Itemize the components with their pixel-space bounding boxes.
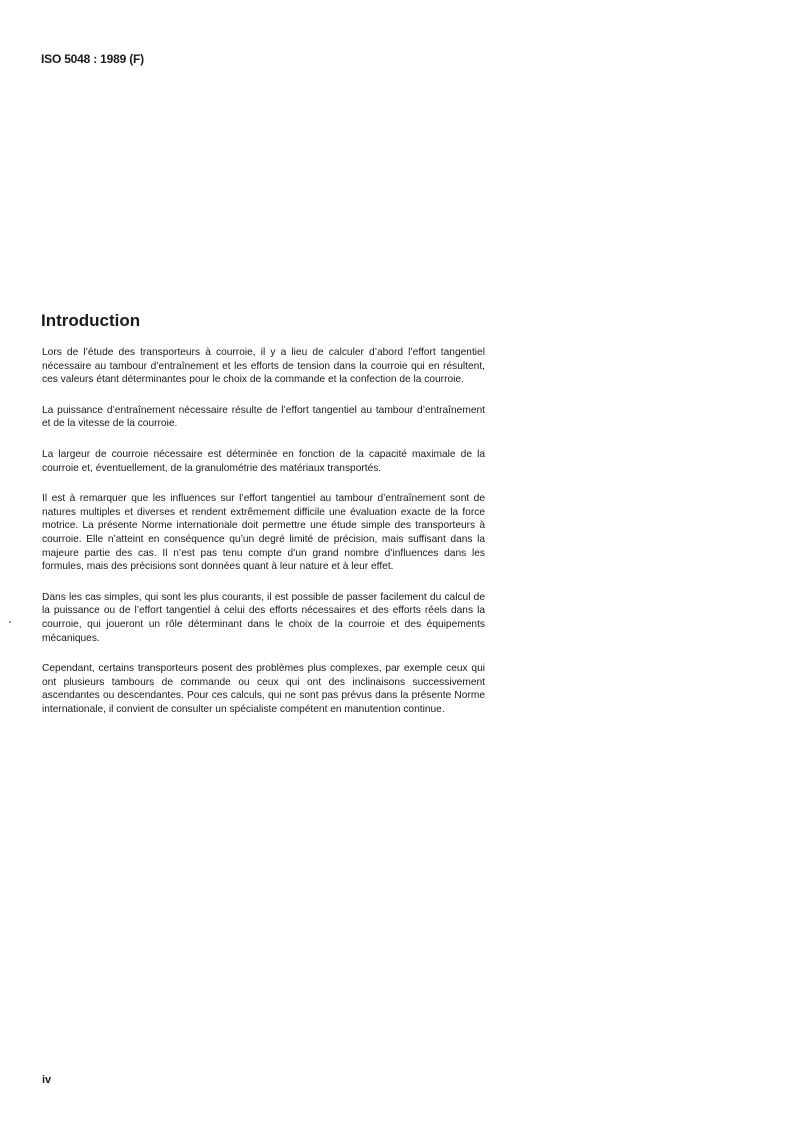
paragraph: Il est à remarquer que les influences sur l’effort tangentiel au tambour d’entraînement sont de natures multiples et diverses et rendent extrêmement difficile une évaluation exacte de la force motrice. La présente Norme internationale doit permettre une étude simple des transporteurs à courroie. Elle n’atteint en conséquence qu’un degré limité de précision, mais suffisant dans la majeure partie des cas. Il n’est pas tenu compte d’un grand nombre d’influences dans les formules, mais des précisions sont données quant à leur nature et à leur effet. — [42, 493, 485, 573]
scan-speck — [9, 621, 11, 623]
section-body — [42, 346, 485, 733]
paragraph: Cependant, certains transporteurs posent des problèmes plus complexes, par exemple ceux qui ont plusieurs tambours de commande ou ceux qui ont des inclinaisons successivement ascendantes ou descendantes. Pour ces calculs, qui ne sont pas prévus dans la présente Norme internationale, il convient de consulter un spécialiste compétent en manutention continue. — [42, 663, 485, 715]
paragraph: Dans les cas simples, qui sont les plus courants, il est possible de passer facilement du calcul de la puissance ou de l’effort tangentiel à celui des efforts nécessaires et des efforts réels dans la courroie, qui joueront un rôle déterminant dans le choix de la courroie et des équipements mécaniques. — [42, 591, 485, 644]
paragraph: Lors de l’étude des transporteurs à courroie, il y a lieu de calculer d’abord l’effort tangentiel nécessaire au tambour d’entraînement et les efforts de tension dans la courroie qui en résultent, ces valeurs étant déterminantes pour le choix de la commande et la confection de la courroie. — [42, 347, 485, 386]
standard-reference: ISO 5048 : 1989 (F) — [41, 52, 144, 66]
paragraph: La puissance d’entraînement nécessaire résulte de l’effort tangentiel au tambour d’entraînement et de la vitesse de la courroie. — [42, 404, 485, 430]
paragraph: La largeur de courroie nécessaire est déterminée en fonction de la capacité maximale de la courroie et, éventuellement, de la granulométrie des matériaux transportés. — [42, 448, 485, 474]
page-number: iv — [42, 1074, 52, 1086]
section-title: Introduction — [41, 311, 141, 330]
